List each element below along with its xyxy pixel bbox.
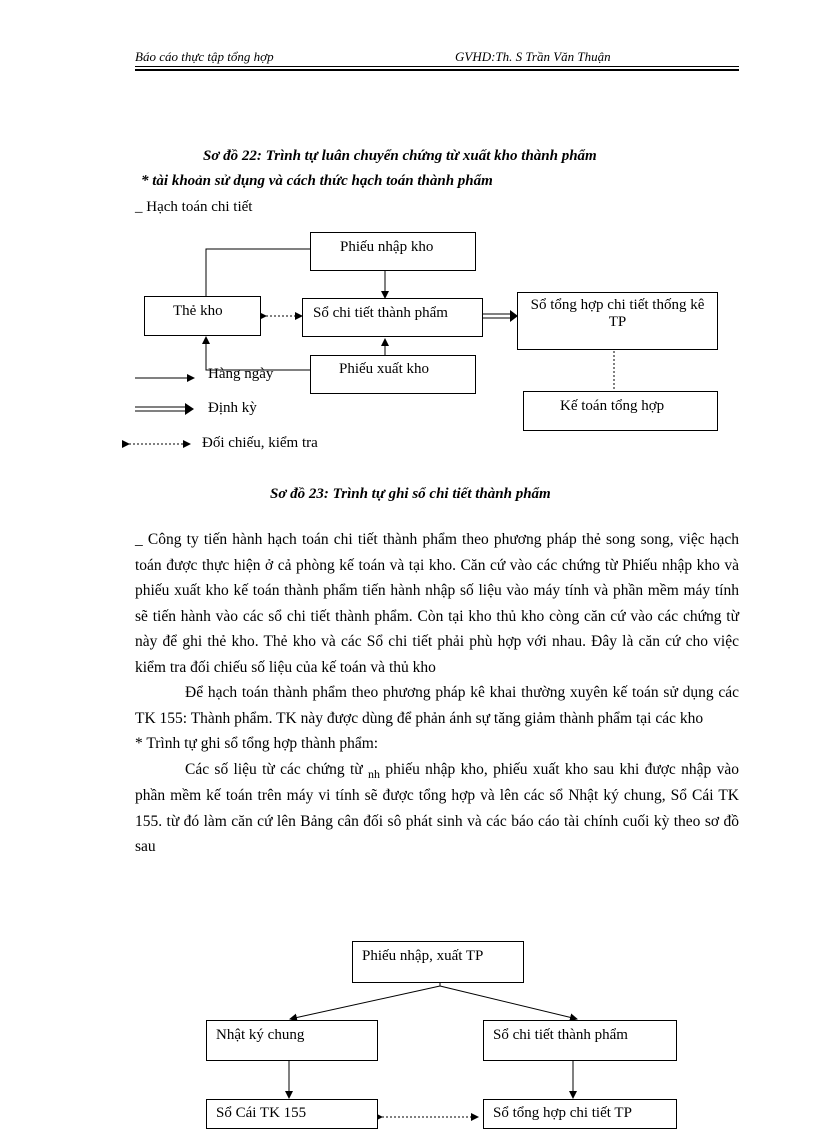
so-chi-tiet-box [302, 298, 483, 337]
nhat-ky-chung-label: Nhật ký chung [216, 1027, 305, 1043]
so-tong-hop-chi-tiet-tp-box [483, 1099, 677, 1129]
header-right: GVHD:Th. S Trần Văn Thuận [455, 49, 611, 64]
so-cai-tk155-box [206, 1099, 378, 1129]
legend-periodic: Định kỳ [208, 400, 257, 416]
phieu-nhap-xuat-tp-label: Phiếu nhập, xuất TP [362, 948, 484, 964]
paragraph-4-subscript: nh [368, 766, 381, 781]
so-chi-tiet-tp-box [483, 1020, 677, 1061]
ke-toan-tong-hop-label: Kế toán tổng hợp [560, 398, 665, 414]
paragraph-4 [135, 757, 739, 860]
nhat-ky-chung-box [206, 1020, 378, 1061]
so-chi-tiet-tp-label: Sổ chi tiết thành phẩm [493, 1027, 628, 1043]
so-tong-hop-chi-tiet-tp-label: Sổ tổng hợp chi tiết TP [493, 1105, 632, 1121]
so-tong-hop-label: Sổ tổng hợp chi tiết thống kê TP [530, 297, 705, 330]
header-left: Báo cáo thực tập tổng hợp [135, 49, 274, 64]
detail-heading: _ Hạch toán chi tiết [135, 199, 253, 215]
so-cai-tk155-label: Sổ Cái TK 155 [216, 1105, 307, 1121]
paragraph-1: _ Công ty tiến hành hạch toán chi tiết thành phẩm theo phương pháp thẻ song song, việc hạch toán được thực hiện ở cả phòng kế toán và tại kho. Căn cứ vào các chứng từ Phiếu nhập kho và phiếu xuất kho kế toán thành phẩm tiến hành nhập số liệu vào máy tính và phần mềm máy tính sẽ tiến hành vào các sổ chi tiết thành phẩm. Còn tại kho thủ kho còng căn cứ vào các chứng từ này để ghi thẻ kho. Thẻ kho và các Sổ chi tiết phải phù hợp với nhau. Đây là căn cứ cho việc kiểm tra đối chiếu số liệu của kế toán và thủ kho [135, 531, 739, 676]
phieu-nhap-kho-label: Phiếu nhập kho [340, 239, 434, 255]
accounts-heading: * tài khoản sử dụng và cách thức hạch toán thành phẩm [141, 173, 493, 189]
legend-daily: Hàng ngày [208, 366, 274, 382]
paragraph-2: Để hạch toán thành phẩm theo phương pháp kê khai thường xuyên kế toán sử dụng các TK 155: Thành phẩm. TK này được dùng để phản ánh sự tăng giảm thành phẩm tại các kho [135, 684, 739, 727]
the-kho-box [144, 296, 261, 336]
phieu-xuat-kho-label: Phiếu xuất kho [339, 361, 429, 377]
paragraph-3: * Trình tự ghi sổ tổng hợp thành phẩm: [135, 735, 379, 752]
body-text [135, 527, 739, 860]
diagram23-caption: Sơ đồ 23: Trình tự ghi sổ chi tiết thành phẩm [270, 486, 551, 502]
paragraph-4-start: Các số liệu từ các chứng từ [185, 760, 369, 778]
phieu-xuat-kho-box [310, 355, 476, 394]
phieu-nhap-kho-box [310, 232, 476, 271]
so-chi-tiet-label: Sổ chi tiết thành phẩm [313, 305, 448, 321]
ke-toan-tong-hop-box [523, 391, 718, 431]
legend-check: Đối chiếu, kiểm tra [202, 435, 318, 451]
the-kho-label: Thẻ kho [173, 303, 223, 319]
paragraph-4-end: phiếu nhập kho, phiếu xuất kho sau khi được nhập vào phần mềm kế toán trên máy vi tính sẽ được tổng hợp và lên các sổ Nhật ký chung, Sổ Cái TK 155. từ đó làm căn cứ lên Bảng cân đối sô phát sinh và các báo cáo tài chính cuối kỳ theo sơ đồ sau [135, 760, 739, 855]
so-tong-hop-box [517, 292, 718, 350]
diagram22-caption: Sơ đồ 22: Trình tự luân chuyển chứng từ xuất kho thành phẩm [203, 148, 597, 164]
phieu-nhap-xuat-tp-box [352, 941, 524, 983]
